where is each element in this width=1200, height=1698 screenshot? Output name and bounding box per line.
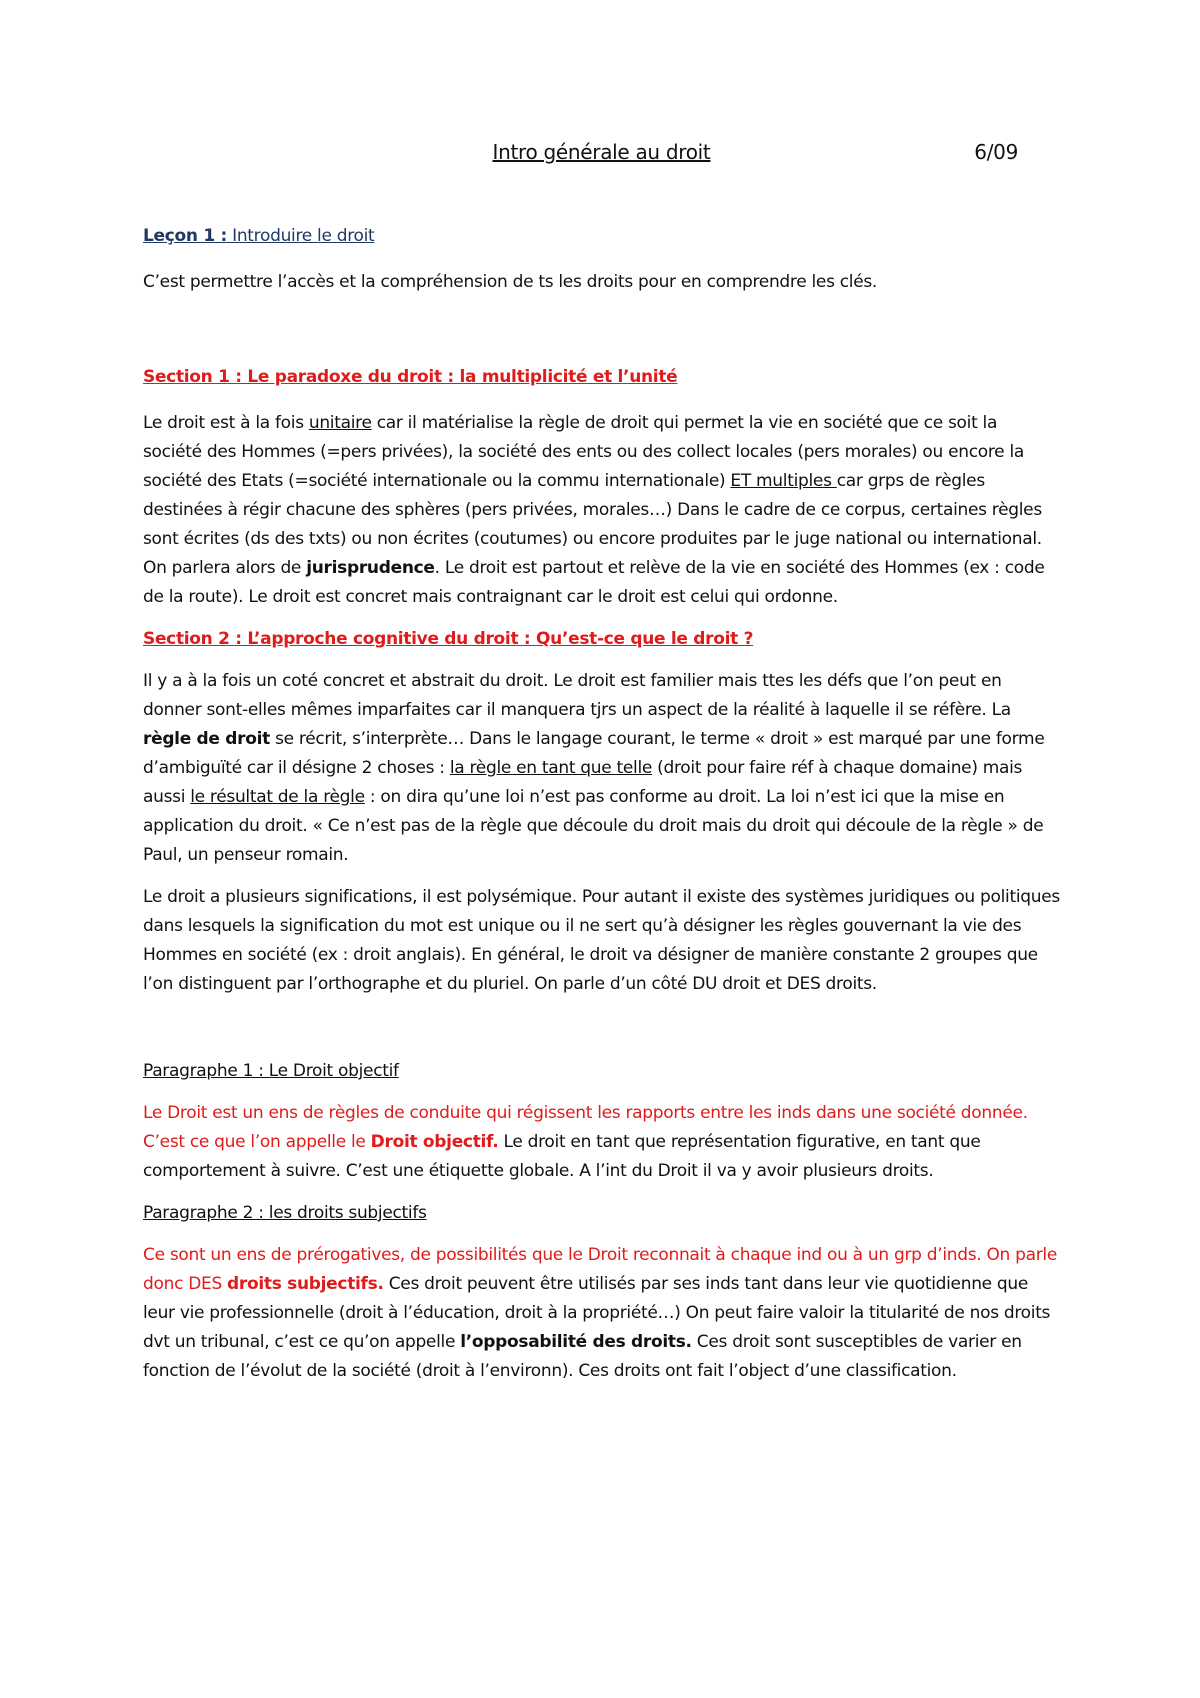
section-2-heading: Section 2 : L’approche cognitive du droit : Qu’est-ce que le droit ? bbox=[143, 629, 754, 649]
bold-term: l’opposabilité des droits. bbox=[460, 1332, 692, 1352]
text-run: : on dira qu’une loi n’est pas conforme au droit. La loi n’est ici que la mise en application du droit. « Ce n’est pas de la règle que découle du droit mais du droit qui découle de la règle » de Paul, un penseur romain. bbox=[143, 787, 1044, 865]
text-run: car il matérialise la règle de droit qui permet la vie en société que ce soit la société des Hommes (=pers privées), la société des ents ou des collect locales (pers morales) ou encore la société des Etats (=société internationale ou la commu internationale) bbox=[143, 413, 1024, 491]
lesson-intro: C’est permettre l’accès et la compréhension de ts les droits pour en comprendre les clés. bbox=[143, 272, 878, 292]
text-run: se récrit, s’interprète… Dans le langage courant, le terme « droit » est marqué par une forme d’ambiguïté car il désigne 2 choses : bbox=[143, 729, 1045, 778]
section-2-paragraph-2: Le droit a plusieurs significations, il est polysémique. Pour autant il existe des systèmes juridiques ou politiques dans lesquels la signification du mot est unique ou il ne sert qu’à désigner les règles gouvernant la vie des Hommes en société (ex : droit anglais). En général, le droit va désigner de manière constante 2 groupes que l’on distinguent par l’orthographe et du pluriel. On parle d’un côté DU droit et DES droits. bbox=[143, 887, 1060, 994]
bold-term: règle de droit bbox=[143, 729, 270, 749]
section-2-paragraph-1 bbox=[143, 667, 1060, 870]
underlined-term: ET multiples bbox=[730, 471, 837, 491]
lesson-title: Introduire le droit bbox=[227, 226, 375, 246]
lesson-heading bbox=[143, 222, 1060, 251]
highlighted-text: Ce sont un ens de prérogatives, de possibilités que le Droit reconnait à chaque ind ou à un grp d’inds. On parle donc DES bbox=[143, 1245, 1058, 1294]
section-1-heading: Section 1 : Le paradoxe du droit : la multiplicité et l’unité bbox=[143, 367, 678, 387]
highlighted-text: Le Droit est un ens de règles de conduite qui régissent les rapports entre les inds dans une société donnée. C’est ce que l’on appelle le bbox=[143, 1103, 1028, 1152]
title-row bbox=[143, 140, 1060, 180]
underlined-term: unitaire bbox=[308, 413, 372, 433]
underlined-term: le résultat de la règle bbox=[190, 787, 365, 807]
bold-term: jurisprudence bbox=[306, 558, 435, 578]
text-run: Ces droit peuvent être utilisés par ses inds tant dans leur vie quotidienne que leur vie professionnelle (droit à l’éducation, droit à la propriété…) On peut faire valoir la titularité de nos droits dvt un tribunal, c’est ce qu’on appelle bbox=[143, 1274, 1051, 1352]
document-title: Intro générale au droit bbox=[492, 140, 711, 164]
lesson-label: Leçon 1 : bbox=[143, 226, 227, 246]
document-date: 6/09 bbox=[974, 140, 1018, 164]
section-1-paragraph bbox=[143, 409, 1060, 612]
bold-term: Droit objectif. bbox=[370, 1132, 499, 1152]
text-run: . Le droit est partout et relève de la vie en société des Hommes (ex : code de la route). Le droit est concret mais contraignant car le droit est celui qui ordonne. bbox=[143, 558, 1045, 607]
paragraph-1-body bbox=[143, 1099, 1060, 1186]
text-run: Le droit en tant que représentation figurative, en tant que comportement à suivre. C’est une étiquette globale. A l’int du Droit il va y avoir plusieurs droits. bbox=[143, 1132, 981, 1181]
text-run: Il y a à la fois un coté concret et abstrait du droit. Le droit est familier mais ttes les défs que l’on peut en donner sont-elles mêmes imparfaites car il manquera tjrs un aspect de la réalité à laquelle il se réfère. La bbox=[143, 671, 1011, 720]
text-run: car grps de règles destinées à régir chacune des sphères (pers privées, morales…) Dans le cadre de ce corpus, certaines règles sont écrites (ds des txts) ou non écrites (coutumes) ou encore produites par le juge national ou international. On parlera alors de bbox=[143, 471, 1042, 578]
text-run: (droit pour faire réf à chaque domaine) mais aussi bbox=[143, 758, 1023, 807]
paragraph-2-heading: Paragraphe 2 : les droits subjectifs bbox=[143, 1203, 427, 1223]
paragraph-2-body bbox=[143, 1241, 1060, 1386]
paragraph-1-heading: Paragraphe 1 : Le Droit objectif bbox=[143, 1061, 399, 1081]
underlined-term: la règle en tant que telle bbox=[449, 758, 653, 778]
text-run: Ces droit sont susceptibles de varier en fonction de l’évolut de la société (droit à l’environn). Ces droits ont fait l’object d’une classification. bbox=[143, 1332, 1022, 1381]
text-run: Le droit est à la fois bbox=[143, 413, 309, 433]
bold-term: droits subjectifs. bbox=[227, 1274, 384, 1294]
